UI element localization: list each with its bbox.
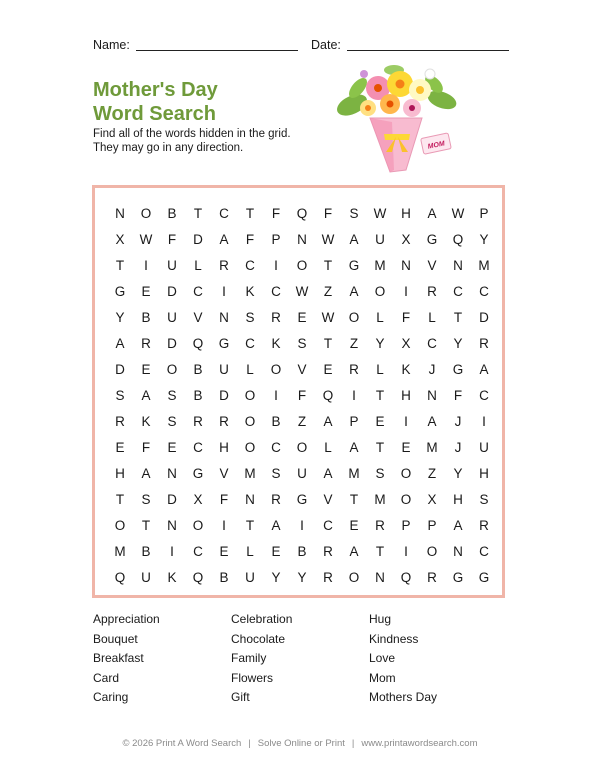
grid-cell[interactable]: O (296, 257, 308, 273)
grid-cell[interactable]: L (376, 309, 384, 325)
grid-cell[interactable]: D (167, 491, 177, 507)
grid-cell[interactable]: F (245, 231, 255, 247)
grid-cell[interactable]: E (115, 439, 125, 455)
name-label: Name: (93, 38, 130, 52)
grid-cell[interactable]: A (349, 439, 359, 455)
grid-cell[interactable]: G (348, 257, 360, 273)
grid-cell[interactable]: W (139, 231, 153, 247)
grid-cell[interactable]: R (479, 335, 489, 351)
grid-cell[interactable]: Z (323, 283, 333, 299)
grid-cell[interactable]: C (219, 205, 229, 221)
grid-cell[interactable]: B (271, 413, 281, 429)
grid-cell[interactable]: S (115, 387, 125, 403)
grid-cell[interactable]: Z (427, 465, 437, 481)
word-list-item: Love (369, 651, 396, 665)
grid-cell[interactable]: L (376, 361, 384, 377)
grid-cell[interactable]: N (401, 257, 411, 273)
word-list-item: Flowers (231, 670, 274, 685)
grid-cell[interactable]: M (478, 257, 490, 273)
grid-cell[interactable]: F (323, 205, 333, 221)
grid-cell[interactable]: M (374, 491, 386, 507)
name-date-row (93, 38, 341, 52)
grid-cell[interactable]: R (375, 517, 385, 533)
grid-cell[interactable]: I (274, 387, 278, 403)
grid-cell[interactable]: O (296, 439, 308, 455)
grid-cell[interactable]: W (321, 231, 335, 247)
grid-cell[interactable]: G (114, 283, 126, 299)
grid-cell[interactable]: P (271, 231, 281, 247)
grid-cell[interactable]: R (219, 413, 229, 429)
grid-cell[interactable]: X (427, 491, 437, 507)
grid-cell[interactable]: T (323, 335, 333, 351)
grid-cell[interactable]: Q (114, 569, 126, 585)
grid-cell[interactable]: T (115, 491, 125, 507)
grid-cell[interactable]: W (295, 283, 309, 299)
grid-cell[interactable]: O (192, 517, 204, 533)
word-list-item: Gift (231, 690, 250, 704)
grid-cell[interactable]: N (167, 517, 177, 533)
grid-cell[interactable]: C (271, 439, 281, 455)
grid-cell[interactable]: H (479, 465, 489, 481)
title-line-1: Mother's Day (93, 79, 218, 101)
grid-cell[interactable]: Q (452, 231, 464, 247)
grid-cell[interactable]: U (479, 439, 489, 455)
grid-cell[interactable]: P (401, 517, 411, 533)
grid-cell[interactable]: L (324, 439, 332, 455)
grid-cell[interactable]: A (323, 465, 333, 481)
grid-cell[interactable]: A (219, 231, 229, 247)
grid-cell[interactable]: C (479, 283, 489, 299)
grid-cell[interactable]: E (323, 361, 333, 377)
grid-cell[interactable]: X (401, 231, 411, 247)
instructions (93, 127, 291, 155)
grid-cell[interactable]: S (141, 491, 151, 507)
grid-cell[interactable]: L (246, 543, 254, 559)
grid-cell[interactable]: T (245, 517, 255, 533)
grid-cell[interactable]: O (348, 309, 360, 325)
grid-cell[interactable]: Q (322, 387, 334, 403)
footer-copyright: © 2026 Print A Word Search (122, 738, 242, 749)
grid-cell[interactable]: P (479, 205, 489, 221)
word-list-item: Mothers Day (369, 690, 438, 704)
grid-cell[interactable]: Q (400, 569, 412, 585)
grid-cell[interactable]: E (141, 361, 151, 377)
grid-cell[interactable]: I (274, 257, 278, 273)
grid-cell[interactable]: C (479, 387, 489, 403)
instructions-line-1: Find all of the words hidden in the grid. (93, 128, 291, 140)
grid-cell[interactable]: Y (271, 569, 281, 585)
grid-cell[interactable]: A (349, 231, 359, 247)
grid-cell[interactable]: N (219, 309, 229, 325)
grid-cell[interactable]: T (245, 205, 255, 221)
grid-cell[interactable]: G (478, 569, 490, 585)
grid-cell[interactable]: R (115, 413, 125, 429)
grid-cell[interactable]: I (300, 517, 304, 533)
date-label: Date: (311, 38, 341, 52)
grid-cell[interactable]: N (245, 491, 255, 507)
grid-cell[interactable]: B (219, 569, 229, 585)
grid-cell[interactable]: G (192, 465, 204, 481)
grid-cell[interactable]: D (167, 283, 177, 299)
grid-cell[interactable]: N (375, 569, 385, 585)
grid-cell[interactable]: M (244, 465, 256, 481)
word-list-item: Family (231, 651, 267, 665)
grid-cell[interactable]: F (141, 439, 151, 455)
grid-cell[interactable]: N (427, 387, 437, 403)
grid-cell[interactable]: I (222, 517, 226, 533)
grid-cell[interactable]: C (427, 335, 437, 351)
grid-cell[interactable]: X (115, 231, 125, 247)
grid-cell[interactable]: N (115, 205, 125, 221)
grid-cell[interactable]: D (219, 387, 229, 403)
grid-cell[interactable]: M (348, 465, 360, 481)
grid-cell[interactable]: B (141, 309, 151, 325)
grid-cell[interactable]: A (479, 361, 489, 377)
grid-cell[interactable]: S (349, 205, 359, 221)
grid-cell[interactable]: E (271, 543, 281, 559)
grid-cell[interactable]: Y (479, 231, 489, 247)
grid-cell[interactable]: Q (296, 205, 308, 221)
grid-cell[interactable]: C (193, 283, 203, 299)
grid-cell[interactable]: A (141, 465, 151, 481)
grid-cell[interactable]: V (193, 309, 203, 325)
grid-cell[interactable]: R (219, 257, 229, 273)
grid-cell[interactable]: D (193, 231, 203, 247)
grid-cell[interactable]: O (166, 361, 178, 377)
word-search-grid (92, 185, 505, 598)
grid-cell[interactable]: R (427, 569, 437, 585)
grid-cell[interactable]: A (323, 413, 333, 429)
grid-cell[interactable]: G (452, 361, 464, 377)
grid-cell[interactable]: D (115, 361, 125, 377)
grid-cell[interactable]: C (193, 439, 203, 455)
grid-cell[interactable]: E (167, 439, 177, 455)
word-list-item: Celebration (231, 612, 293, 626)
grid-cell[interactable]: K (245, 283, 255, 299)
footer: © 2026 Print A Word Search | Solve Online or Print | www.printawordsearch.com (122, 738, 478, 749)
grid-cell[interactable]: H (401, 205, 411, 221)
grid-cell[interactable]: C (193, 543, 203, 559)
word-list-item: Bouquet (93, 631, 138, 646)
grid-cell[interactable]: K (141, 413, 151, 429)
grid-cell[interactable]: E (401, 439, 411, 455)
grid-cell[interactable]: E (349, 517, 359, 533)
grid-cell[interactable]: X (193, 491, 203, 507)
grid-cell[interactable]: F (167, 231, 177, 247)
grid-cell[interactable]: S (167, 387, 177, 403)
grid-cell[interactable]: B (193, 387, 203, 403)
grid-cell[interactable]: T (375, 543, 385, 559)
grid-cell[interactable]: A (115, 335, 125, 351)
word-list-item: Hug (369, 612, 392, 626)
grid-cell[interactable]: H (219, 439, 229, 455)
grid-cell[interactable]: W (373, 205, 387, 221)
grid-cell[interactable]: K (167, 569, 177, 585)
grid-cell[interactable]: T (453, 309, 463, 325)
grid-cell[interactable]: R (193, 413, 203, 429)
grid-cell[interactable]: P (427, 517, 437, 533)
grid-cell[interactable]: A (453, 517, 463, 533)
grid-cell[interactable]: U (219, 361, 229, 377)
grid-cell[interactable]: J (454, 439, 462, 455)
grid-cell[interactable]: S (375, 465, 385, 481)
word-list-item: Mom (369, 670, 396, 685)
grid-cell[interactable]: R (349, 361, 359, 377)
grid-cell[interactable]: Y (297, 569, 307, 585)
grid-cell[interactable]: I (222, 283, 226, 299)
grid-cell[interactable]: O (374, 283, 386, 299)
grid-cell[interactable]: J (428, 361, 436, 377)
grid-cell[interactable]: T (375, 387, 385, 403)
grid-cell[interactable]: T (323, 257, 333, 273)
grid-cell[interactable]: U (167, 257, 177, 273)
grid-cell[interactable]: T (375, 439, 385, 455)
title-line-2: Word Search (93, 103, 216, 125)
grid-cell[interactable]: H (401, 387, 411, 403)
grid-cell[interactable]: O (244, 387, 256, 403)
grid-cell[interactable]: O (348, 569, 360, 585)
instructions-line-2: They may go in any direction. (93, 142, 244, 154)
grid-cell[interactable]: M (426, 439, 438, 455)
grid-cell[interactable]: O (244, 439, 256, 455)
word-list-item: Caring (93, 690, 129, 704)
footer-website[interactable]: www.printawordsearch.com (361, 738, 478, 749)
grid-cell[interactable]: I (404, 283, 408, 299)
grid-cell[interactable]: S (297, 335, 307, 351)
grid-cell[interactable]: Y (375, 335, 385, 351)
grid-cell[interactable]: F (297, 387, 307, 403)
grid-cell[interactable]: A (349, 543, 359, 559)
grid-cell[interactable]: J (454, 413, 462, 429)
grid-cell[interactable]: I (404, 543, 408, 559)
grid-cell[interactable]: V (323, 491, 333, 507)
letter-grid (107, 200, 497, 590)
grid-cell[interactable]: L (246, 361, 254, 377)
word-list-item: Chocolate (231, 631, 286, 646)
grid-cell[interactable]: R (427, 283, 437, 299)
grid-cell[interactable]: N (167, 465, 177, 481)
grid-cell[interactable]: O (114, 517, 126, 533)
grid-cell[interactable]: K (401, 361, 411, 377)
grid-cell[interactable]: Z (349, 335, 359, 351)
grid-cell[interactable]: O (244, 413, 256, 429)
grid-cell[interactable]: O (426, 543, 438, 559)
grid-cell[interactable]: F (219, 491, 229, 507)
grid-cell[interactable]: E (219, 543, 229, 559)
grid-cell[interactable]: D (167, 335, 177, 351)
grid-cell[interactable]: I (482, 413, 486, 429)
grid-cell[interactable]: K (271, 335, 281, 351)
word-list-item: Appreciation (93, 612, 160, 626)
grid-cell[interactable]: F (453, 387, 463, 403)
grid-cell[interactable]: E (141, 283, 151, 299)
grid-cell[interactable]: S (271, 465, 281, 481)
grid-cell[interactable]: R (323, 569, 333, 585)
grid-cell[interactable]: E (375, 413, 385, 429)
grid-cell[interactable]: W (321, 309, 335, 325)
grid-cell[interactable]: C (453, 283, 463, 299)
grid-cell[interactable]: A (271, 517, 281, 533)
grid-cell[interactable]: B (193, 361, 203, 377)
grid-cell[interactable]: A (427, 413, 437, 429)
grid-cell[interactable]: N (453, 257, 463, 273)
grid-cell[interactable]: T (115, 257, 125, 273)
grid-cell[interactable]: F (271, 205, 281, 221)
grid-cell[interactable]: O (400, 465, 412, 481)
grid-cell[interactable]: R (271, 309, 281, 325)
word-list-item: Kindness (369, 631, 419, 646)
date-group (311, 38, 509, 52)
grid-cell[interactable]: Y (453, 465, 463, 481)
grid-cell[interactable]: T (141, 517, 151, 533)
grid-cell[interactable]: U (297, 465, 307, 481)
grid-cell[interactable]: Q (192, 569, 204, 585)
grid-cell[interactable]: U (245, 569, 255, 585)
bouquet-illustration (330, 60, 460, 178)
grid-cell[interactable]: W (451, 205, 465, 221)
grid-cell[interactable]: G (452, 569, 464, 585)
grid-cell[interactable]: F (401, 309, 411, 325)
grid-cell[interactable]: Z (297, 413, 307, 429)
grid-cell[interactable]: N (453, 543, 463, 559)
word-list (93, 612, 513, 710)
grid-cell[interactable]: L (428, 309, 436, 325)
grid-cell[interactable]: A (427, 205, 437, 221)
word-list-item: Breakfast (93, 651, 144, 665)
grid-cell[interactable]: U (167, 309, 177, 325)
grid-cell[interactable]: C (245, 335, 255, 351)
grid-cell[interactable]: O (140, 205, 152, 221)
bouquet-tag-text: MOM (427, 140, 446, 151)
grid-cell[interactable]: V (297, 361, 307, 377)
grid-cell[interactable]: U (141, 569, 151, 585)
grid-cell[interactable]: Y (453, 335, 463, 351)
grid-cell[interactable]: A (141, 387, 151, 403)
grid-cell[interactable]: C (323, 517, 333, 533)
grid-cell[interactable]: I (144, 257, 148, 273)
grid-cell[interactable]: R (479, 517, 489, 533)
grid-cell[interactable]: M (114, 543, 126, 559)
grid-cell[interactable]: S (167, 413, 177, 429)
grid-cell[interactable]: P (349, 413, 359, 429)
grid-cell[interactable]: X (401, 335, 411, 351)
grid-cell[interactable]: L (194, 257, 202, 273)
footer-tagline: Solve Online or Print (257, 738, 345, 749)
grid-cell[interactable]: I (170, 543, 174, 559)
grid-cell[interactable]: U (375, 231, 385, 247)
name-field[interactable] (136, 50, 298, 51)
grid-cell[interactable]: E (297, 309, 307, 325)
grid-cell[interactable]: S (245, 309, 255, 325)
grid-cell[interactable]: R (271, 491, 281, 507)
grid-cell[interactable]: R (323, 543, 333, 559)
grid-cell[interactable]: Y (115, 309, 125, 325)
grid-cell[interactable]: M (374, 257, 386, 273)
grid-cell[interactable]: V (427, 257, 437, 273)
grid-cell[interactable]: Q (192, 335, 204, 351)
grid-cell[interactable]: O (270, 361, 282, 377)
grid-cell[interactable]: C (479, 543, 489, 559)
grid-cell[interactable]: H (453, 491, 463, 507)
grid-cell[interactable]: I (404, 413, 408, 429)
grid-cell[interactable]: O (400, 491, 412, 507)
date-field[interactable] (347, 50, 509, 51)
grid-cell[interactable]: T (349, 491, 359, 507)
page-title (93, 78, 218, 126)
grid-cell[interactable]: N (297, 231, 307, 247)
grid-cell[interactable]: G (426, 231, 438, 247)
word-list-item: Card (93, 670, 120, 685)
grid-cell[interactable]: B (297, 543, 307, 559)
grid-cell[interactable]: G (296, 491, 308, 507)
grid-cell[interactable]: T (193, 205, 203, 221)
grid-cell[interactable]: G (218, 335, 230, 351)
grid-cell[interactable]: B (141, 543, 151, 559)
grid-cell[interactable]: S (479, 491, 489, 507)
grid-cell[interactable]: B (167, 205, 177, 221)
grid-cell[interactable]: C (245, 257, 255, 273)
grid-cell[interactable]: I (352, 387, 356, 403)
grid-cell[interactable]: A (349, 283, 359, 299)
grid-cell[interactable]: R (141, 335, 151, 351)
grid-cell[interactable]: V (219, 465, 229, 481)
grid-cell[interactable]: D (479, 309, 489, 325)
grid-cell[interactable]: H (115, 465, 125, 481)
grid-cell[interactable]: C (271, 283, 281, 299)
